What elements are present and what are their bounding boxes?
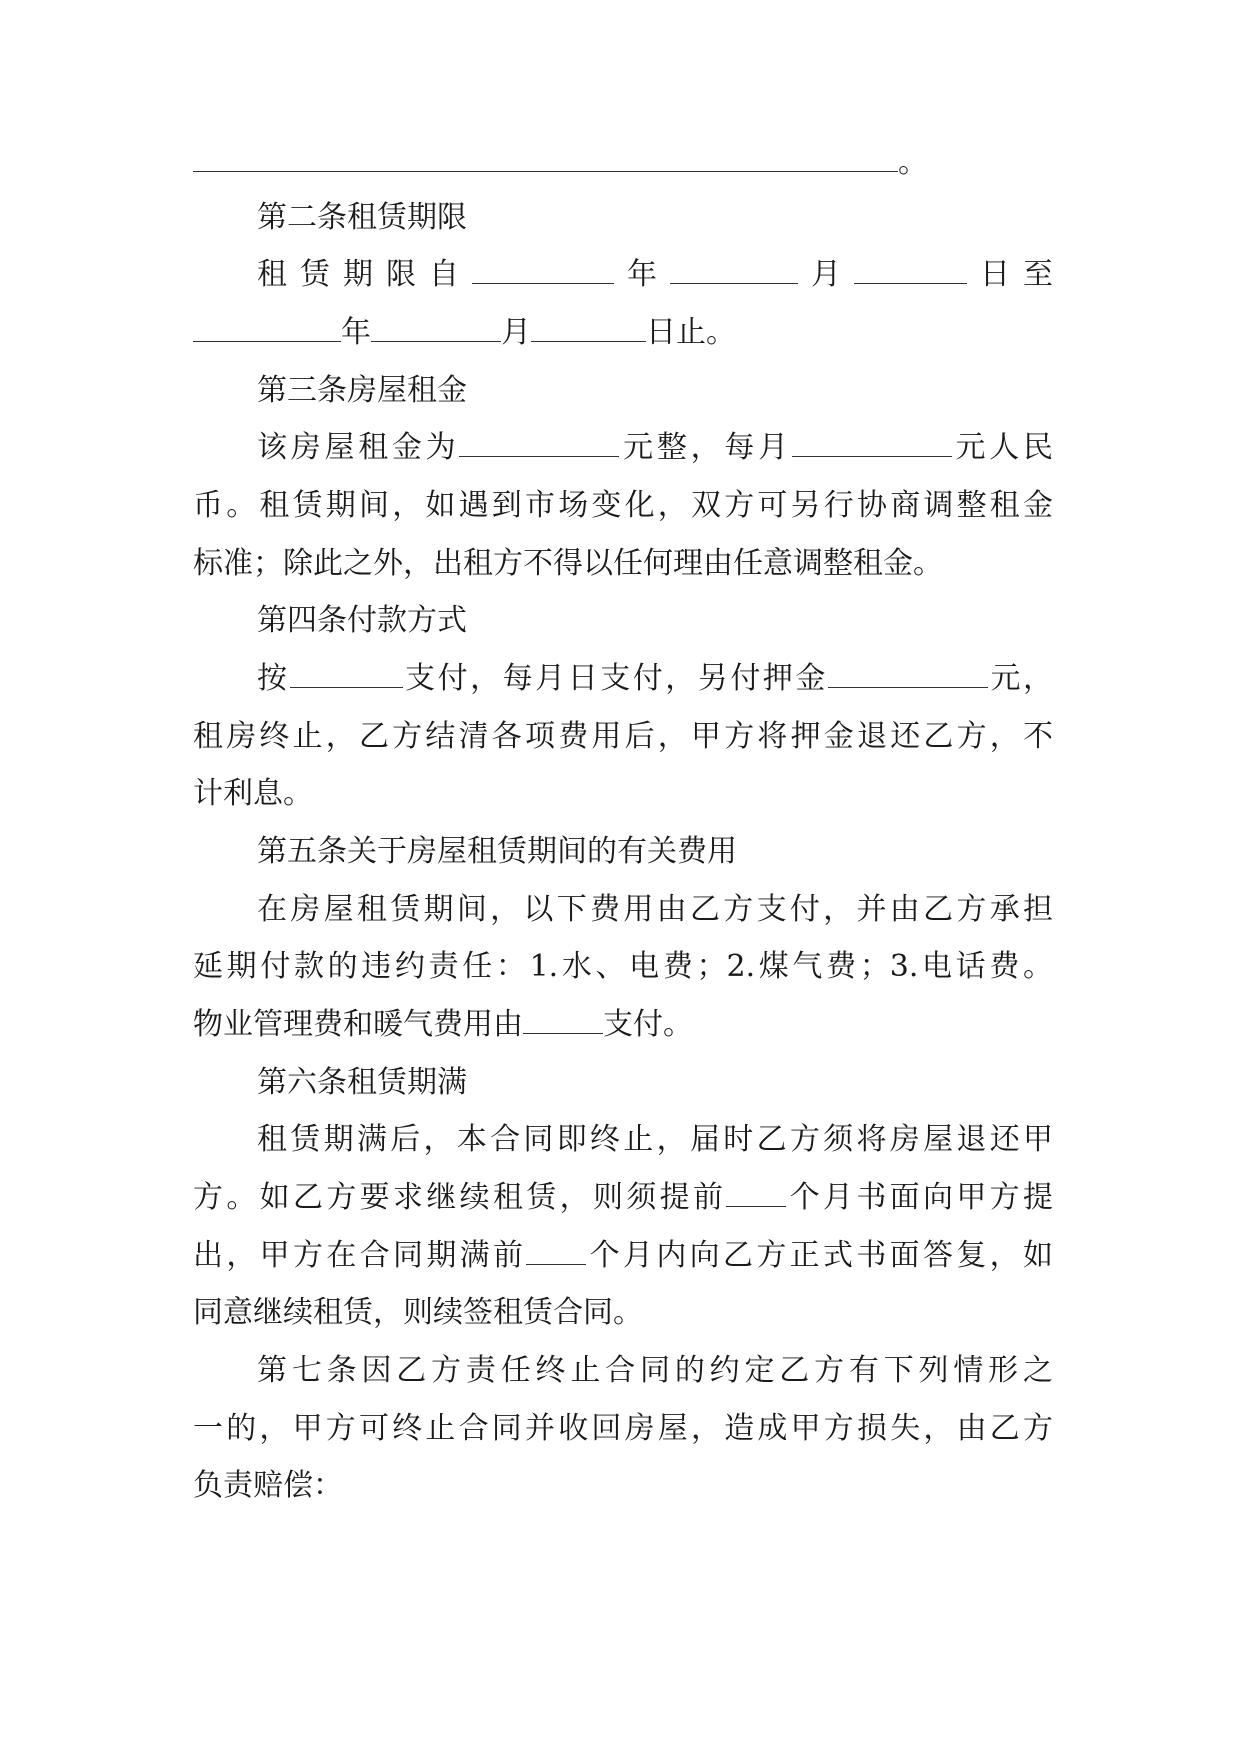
line-text: 。 xyxy=(898,145,928,180)
line-text: 租赁期限自 xyxy=(257,257,472,292)
text-line xyxy=(257,832,1053,872)
fill-in-blank xyxy=(371,315,501,342)
line-text: 月 xyxy=(798,257,854,292)
line-text: 日止。 xyxy=(646,315,736,350)
line-text: 第六条租赁期满 xyxy=(257,1065,467,1100)
line-text: 第五条关于房屋租赁期间的有关费用 xyxy=(257,834,737,869)
fill-in-blank xyxy=(523,1007,603,1034)
line-text: 月 xyxy=(501,315,531,350)
line-text: 计利息。 xyxy=(193,776,313,811)
fill-in-blank xyxy=(828,661,988,688)
text-line xyxy=(257,659,1053,699)
line-text: 标准；除此之外，出租方不得以任何理由任意调整租金。 xyxy=(193,546,943,581)
line-text: 币。租赁期间，如遇到市场变化，双方可另行协商调整租金 xyxy=(193,488,1053,523)
text-line xyxy=(257,371,1053,411)
line-text: 支付。 xyxy=(603,1007,693,1042)
text-line xyxy=(193,1409,1053,1449)
fill-in-blank xyxy=(526,1238,586,1265)
text-line xyxy=(193,544,1053,584)
text-line xyxy=(193,1466,1053,1506)
text-line xyxy=(193,1005,1053,1045)
fill-in-blank xyxy=(792,430,952,457)
text-line xyxy=(257,601,1053,641)
line-text: 一的，甲方可终止合同并收回房屋，造成甲方损失，由乙方 xyxy=(193,1411,1053,1446)
line-text: 方。如乙方要求继续租赁，则须提前 xyxy=(193,1180,727,1215)
line-text: 负责赔偿： xyxy=(193,1468,343,1503)
fill-in-blank xyxy=(193,315,341,342)
line-text: 年 xyxy=(341,315,371,350)
line-text: 物业管理费和暖气费用由 xyxy=(193,1007,523,1042)
line-text: 按 xyxy=(257,661,290,696)
text-line xyxy=(193,947,1053,987)
line-text: 延期付款的违约责任：1.水、电费；2.煤气费；3.电话费。 xyxy=(193,949,1053,984)
line-text: 同意继续租赁，则续签租赁合同。 xyxy=(193,1295,643,1330)
fill-in-blank xyxy=(854,257,967,284)
text-line xyxy=(257,1120,1053,1160)
line-text: 年 xyxy=(614,257,670,292)
line-text: 个月内向乙方正式书面答复，如 xyxy=(586,1238,1054,1273)
text-line xyxy=(257,428,1053,468)
line-text: 第二条租赁期限 xyxy=(257,200,467,235)
line-text: 元， xyxy=(987,661,1054,696)
text-line xyxy=(257,1351,1053,1391)
line-text: 租赁期满后，本合同即终止，届时乙方须将房屋退还甲 xyxy=(257,1122,1053,1157)
line-text: 个月书面向甲方提 xyxy=(786,1180,1054,1215)
fill-in-blank xyxy=(670,257,798,284)
fill-in-blank xyxy=(726,1180,786,1207)
fill-in-blank xyxy=(290,661,403,688)
text-line xyxy=(193,143,1053,183)
line-text: 租房终止，乙方结清各项费用后，甲方将押金退还乙方，不 xyxy=(193,719,1053,754)
text-line xyxy=(193,313,1053,353)
text-line xyxy=(193,1236,1053,1276)
fill-in-blank xyxy=(459,430,619,457)
line-text: 支付，每月日支付，另付押金 xyxy=(402,661,828,696)
line-text: 元人民 xyxy=(951,430,1054,465)
fill-in-blank xyxy=(531,315,646,342)
text-line xyxy=(257,1063,1053,1103)
text-line xyxy=(193,774,1053,814)
line-text: 第七条因乙方责任终止合同的约定乙方有下列情形之 xyxy=(257,1353,1053,1388)
line-text: 该房屋租金为 xyxy=(257,430,460,465)
text-line xyxy=(257,198,1053,238)
line-text: 第三条房屋租金 xyxy=(257,373,467,408)
line-text: 在房屋租赁期间，以下费用由乙方支付，并由乙方承担 xyxy=(257,892,1053,927)
text-line xyxy=(257,255,1053,295)
text-line xyxy=(193,486,1053,526)
fill-in-blank xyxy=(193,145,898,172)
text-line xyxy=(257,890,1053,930)
line-text: 日至 xyxy=(967,257,1053,292)
line-text: 第四条付款方式 xyxy=(257,603,467,638)
line-text: 出，甲方在合同期满前 xyxy=(193,1238,527,1273)
fill-in-blank xyxy=(472,257,614,284)
line-text: 元整，每月 xyxy=(619,430,792,465)
text-line xyxy=(193,1293,1053,1333)
text-line xyxy=(193,717,1053,757)
text-line xyxy=(193,1178,1053,1218)
